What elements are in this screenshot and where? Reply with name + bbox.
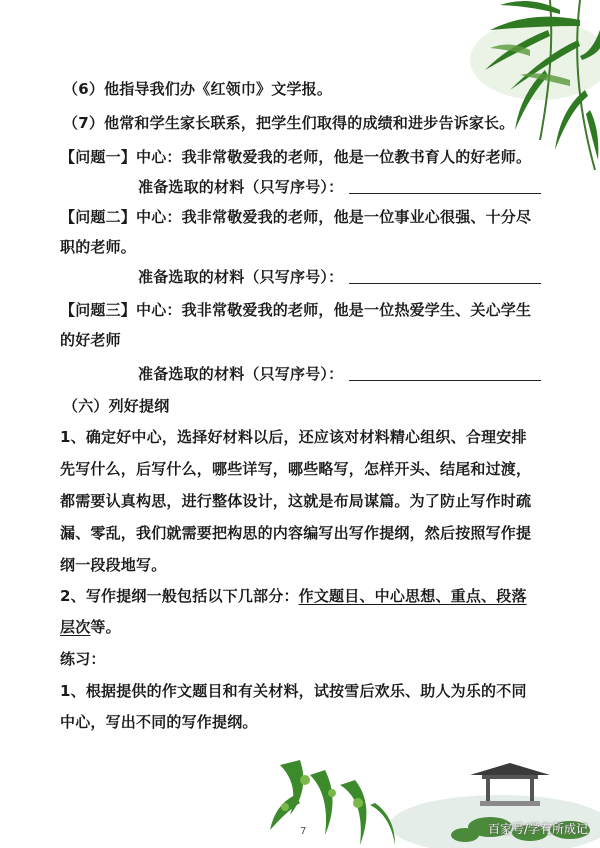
exercise-line-2: 中心，写出不同的写作提纲。 <box>60 713 258 731</box>
bamboo-decoration <box>430 0 600 170</box>
paragraph-2-prefix: 2、写作提纲一般包括以下几部分： <box>60 587 299 605</box>
answer-blank[interactable] <box>349 177 541 194</box>
paragraph-2-line-1 <box>60 585 527 607</box>
paragraph-1-line-1: 1、确定好中心，选择好材料以后，还应该对材料精心组织、合理安排 <box>60 428 527 446</box>
problem-2-material <box>138 266 541 288</box>
section-heading: （六）列好提纲 <box>63 397 170 415</box>
problem-2-center-cont: 职的老师。 <box>60 238 137 256</box>
exercise-heading: 练习： <box>60 650 106 668</box>
problem-3-center: 【问题三】中心：我非常敬爱我的老师，他是一位热爱学生、关心学生 <box>60 301 532 319</box>
material-label: 准备选取的材料（只写序号）： <box>138 365 344 383</box>
item-6: （6）他指导我们办《红领巾》文学报。 <box>63 80 333 98</box>
problem-1-center: 【问题一】中心：我非常敬爱我的老师，他是一位教书育人的好老师。 <box>60 148 532 166</box>
watermark: 百家号/学有所成记 <box>487 822 588 836</box>
problem-2-center: 【问题二】中心：我非常敬爱我的老师，他是一位事业心很强、十分尽 <box>60 208 532 226</box>
paragraph-1-line-3: 都需要认真构思，进行整体设计，这就是布局谋篇。为了防止写作时疏 <box>60 492 532 510</box>
exercise-line-1: 1、根据提供的作文题目和有关材料，试按雪后欢乐、助人为乐的不同 <box>60 682 527 700</box>
material-label: 准备选取的材料（只写序号）： <box>138 178 344 196</box>
page-number: 7 <box>300 826 307 837</box>
item-7: （7）他常和学生家长联系，把学生们取得的成绩和进步告诉家长。 <box>63 114 515 132</box>
paragraph-2-suffix: 等。 <box>90 618 121 636</box>
problem-1-material <box>138 176 541 198</box>
paragraph-2-underlined: 作文题目、中心思想、重点、段落 <box>298 587 527 605</box>
material-label: 准备选取的材料（只写序号）： <box>138 268 344 286</box>
problem-3-material <box>138 363 541 385</box>
answer-blank[interactable] <box>349 267 541 284</box>
paragraph-2-line-2 <box>60 616 121 638</box>
paragraph-1-line-5: 纲一段段地写。 <box>60 556 167 574</box>
paragraph-2-underlined-cont: 层次 <box>60 618 91 636</box>
answer-blank[interactable] <box>349 364 541 381</box>
problem-3-center-cont: 的好老师 <box>60 331 121 349</box>
paragraph-1-line-4: 漏、零乱，我们就需要把构思的内容编写出写作提纲，然后按照写作提 <box>60 524 532 542</box>
paragraph-1-line-2: 先写什么，后写什么，哪些详写，哪些略写，怎样开头、结尾和过渡， <box>60 460 532 478</box>
